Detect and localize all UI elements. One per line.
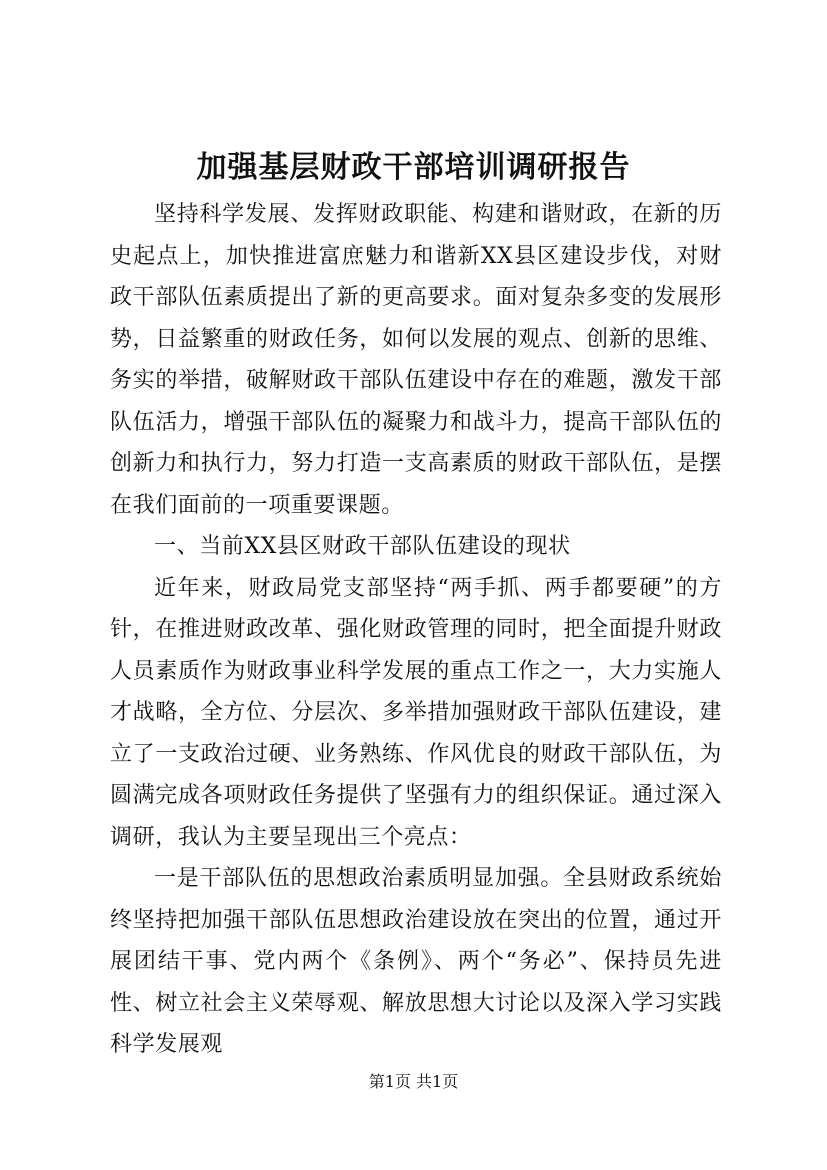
page-footer: 第1页 共1页 [368,1072,459,1091]
paragraph-status: 近年来，财政局党支部坚持“两手抓、两手都要硬”的方针，在推进财政改革、强化财政管理的同时，把全面提升财政人员素质作为财政事业科学发展的重点工作之一，大力实施人才战略，全方位、分层次、多举措加强财政干部队伍建设，建立了一支政治过硬、业务熟练、作风优良的财政干部队伍，为圆满完成各项财政任务提供了坚强有力的组织保证。通过深入调研，我认为主要呈现出三个亮点： [110,575,722,850]
document-title: 加强基层财政干部培训调研报告 [196,150,631,185]
paragraph-highlight-one: 一是干部队伍的思想政治素质明显加强。全县财政系统始终坚持把加强干部队伍思想政治建设放在突出的位置，通过开展团结干事、党内两个《条例》、两个“务必”、保持员先进性、树立社会主义荣辱观、解放思想大讨论以及深入学习实践科学发展观 [110,866,722,1057]
document-body [110,194,722,1066]
paragraph-intro: 坚持科学发展、发挥财政职能、构建和谐财政，在新的历史起点上，加快推进富庶魅力和谐新XX县区建设步伐，对财政干部队伍素质提出了新的更高要求。面对复杂多变的发展形势，日益繁重的财政任务，如何以发展的观点、创新的思维、务实的举措，破解财政干部队伍建设中存在的难题，激发干部队伍活力，增强干部队伍的凝聚力和战斗力，提高干部队伍的创新力和执行力，努力打造一支高素质的财政干部队伍，是摆在我们面前的一项重要课题。 [110,202,722,518]
section-heading: 一、当前XX县区财政干部队伍建设的现状 [154,534,571,559]
